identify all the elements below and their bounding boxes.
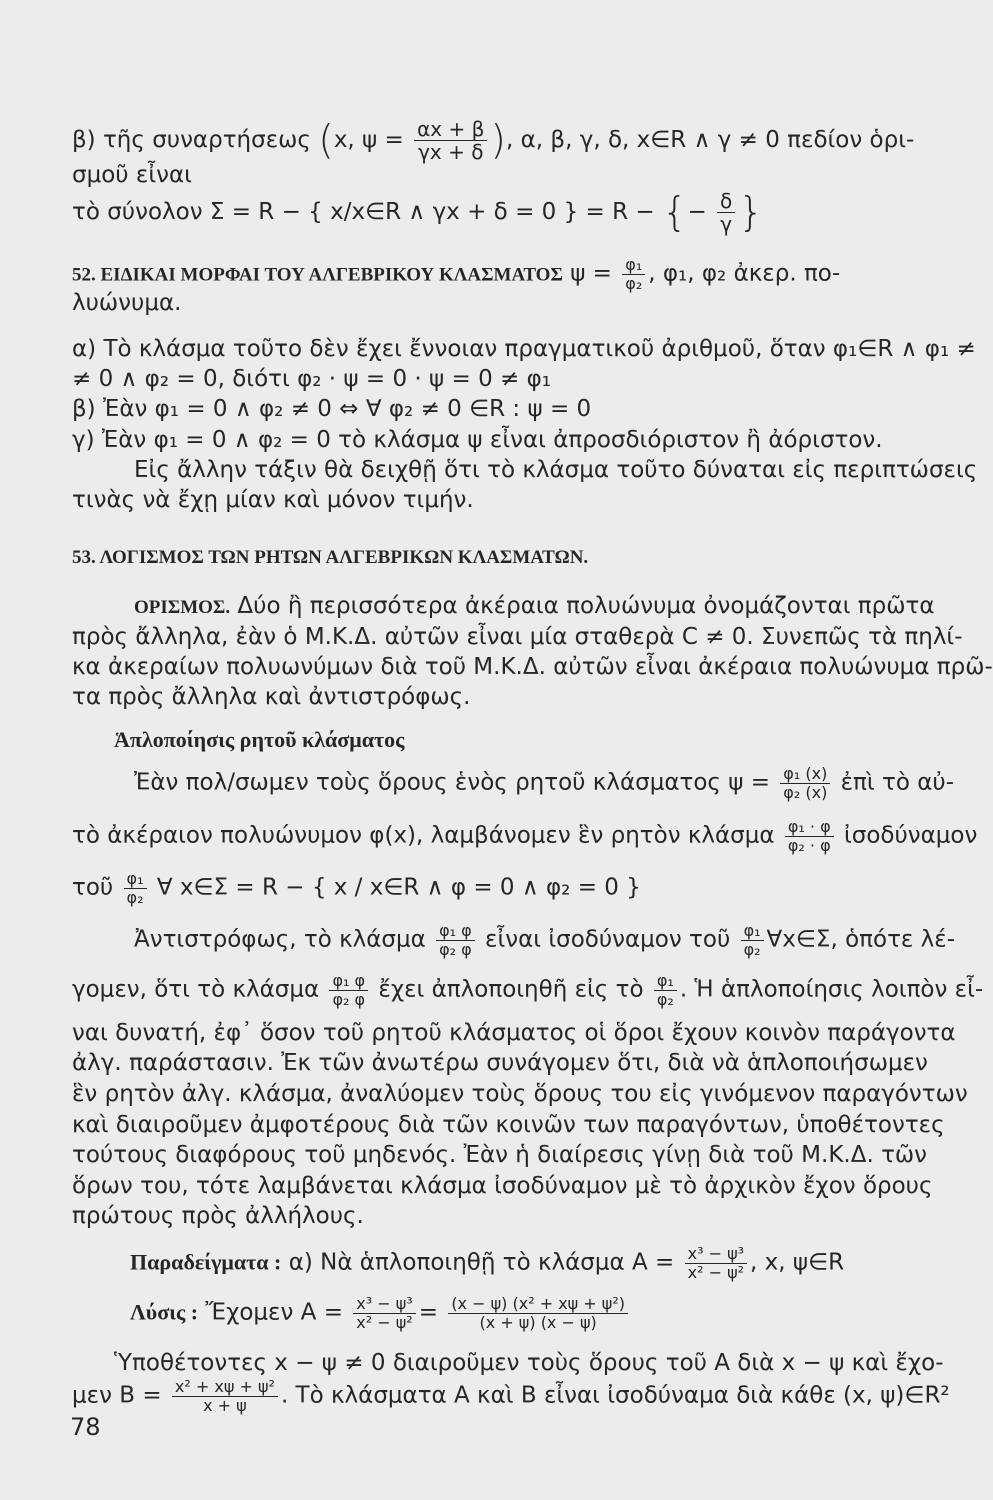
right-paren: ) — [490, 117, 506, 164]
text-line-2: σμοῦ εἶναι — [72, 162, 192, 188]
set-definition: τὸ σύνολον Σ = R − { x/x∈R ∧ γx + δ = 0 } = R − — [72, 199, 655, 225]
text-line-24: ἀλγ. παράστασιν. Ἐκ τῶν ἀνωτέρω συνάγομεν ὅτι, διὰ νὰ ἁπλοποιήσωμεν — [72, 1050, 928, 1076]
fraction-denominator: φ₂ φ — [439, 939, 472, 959]
text-line-13 — [134, 591, 935, 623]
fraction-numerator: φ₁ — [124, 870, 147, 889]
fraction-numerator: φ₁ φ — [329, 972, 368, 991]
psi-eq: ψ = — [570, 260, 612, 287]
fraction-function — [414, 118, 487, 163]
text-line-9: γ) Ἐὰν φ₁ = 0 ∧ φ₂ = 0 τὸ κλάσμα ψ εἶναι ἀπροσδιόριστον ἢ ἀόριστον. — [72, 427, 883, 453]
fraction-numerator: φ₁ φ — [436, 922, 475, 941]
text-line-14: πρὸς ἄλληλα, ἐὰν ὁ Μ.Κ.Δ. αὐτῶν εἶναι μία σταθερὰ C ≠ 0. Συνεπῶς τὰ πηλί- — [72, 624, 963, 650]
section-52-heading — [72, 256, 930, 292]
fraction-phi — [741, 922, 764, 958]
text-line-26: καὶ διαιροῦμεν ἀμφοτέρους διὰ τῶν κοινῶν των παραγόντων, ὑποθέτοντες — [72, 1112, 945, 1138]
text-line-27: τούτους διαφόρους τοῦ μηδενός. Ἐὰν ἡ διαίρεσις γίνῃ διὰ τοῦ Μ.Κ.Δ. τῶν — [72, 1142, 928, 1168]
text-line-7: ≠ 0 ∧ φ₂ = 0, διότι φ₂ · ψ = 0 · ψ = 0 ≠ φ₁ — [72, 366, 552, 392]
fraction-denominator: φ₂ — [656, 989, 674, 1009]
line-text: τὸ ἀκέραιον πολυώνυμον φ(x), λαμβάνομεν ἓν ρητὸν κλάσμα — [72, 822, 775, 849]
line-text-end: . Ἡ ἁπλοποίησις λοιπὸν εἶ- — [679, 976, 984, 1003]
fraction-numerator: φ₁ — [654, 972, 677, 991]
line-text-end: ἐπὶ τὸ αὐ- — [840, 769, 954, 796]
line-text: τοῦ — [72, 874, 114, 901]
definition-label: ΟΡΙΣΜΟΣ. — [134, 597, 231, 618]
text-line-29: πρώτους πρὸς ἀλλήλους. — [72, 1203, 364, 1229]
examples-label: Παραδείγματα : — [130, 1249, 282, 1275]
line-text: α) Νὰ ἁπλοποιηθῇ τὸ κλάσμα Α = — [288, 1249, 675, 1276]
text-line-3 — [72, 190, 930, 235]
line-text: Ἔχομεν Α = — [205, 1299, 343, 1326]
fraction-factored — [448, 1295, 628, 1331]
text-line-11: τινὰς νὰ ἔχῃ μίαν καὶ μόνον τιμήν. — [72, 487, 474, 513]
fraction-denominator: φ₂ φ — [332, 989, 366, 1009]
domain-text: , α, β, γ, δ, x∈R ∧ γ ≠ 0 πεδίον ὁρι- — [506, 127, 915, 153]
line-text: γομεν, ὅτι τὸ κλάσμα — [72, 976, 320, 1003]
fraction-denominator: x + ψ — [203, 1395, 247, 1415]
text-line-22 — [72, 971, 984, 1009]
text-line-20 — [72, 870, 930, 906]
line-text-mid: εἶναι ἰσοδύναμον τοῦ — [485, 926, 731, 953]
right-brace: } — [738, 189, 764, 236]
fraction-denominator: φ₂ (x) — [783, 782, 828, 802]
text-line-32: Ὑποθέτοντες x − ψ ≠ 0 διαιροῦμεν τοὺς ὅρους τοῦ Α διὰ x − ψ καὶ ἔχο- — [114, 1350, 944, 1376]
fraction-denominator: γx + δ — [418, 140, 484, 164]
section-title: 53. ΛΟΓΙΣΜΟΣ ΤΩΝ ΡΗΤΩΝ ΑΛΓΕΒΡΙΚΩΝ ΚΛΑΣΜΑΤΩΝ. — [72, 547, 589, 568]
line-text: μεν Β = — [72, 1382, 162, 1409]
fraction-numerator: δ — [717, 190, 735, 213]
fraction-phi — [124, 870, 147, 906]
text-line-25: ἓν ρητὸν ἀλγ. κλάσμα, ἀναλύομεν τοὺς ὅρους του εἰς γινόμενον παραγόντων — [72, 1081, 968, 1107]
text-line-28: ὅρων του, τότε λαμβάνεται κλάσμα ἰσοδύναμον μὲ τὸ ἀρχικὸν ἔχον ὅρους — [72, 1173, 933, 1199]
fraction-denominator: x² − ψ² — [687, 1262, 745, 1282]
function-intro: β) τῆς συναρτήσεως — [72, 127, 311, 153]
fraction-numerator: φ₁ — [622, 256, 645, 275]
line-text: Ἐὰν πολ/σωμεν τοὺς ὅρους ἑνὸς ρητοῦ κλάσματος ψ = — [134, 769, 770, 796]
fraction-numerator: φ₁ (x) — [780, 765, 830, 784]
section-title: 52. ΕΙΔΙΚΑΙ ΜΟΡΦΑΙ ΤΟΥ ΑΛΓΕΒΡΙΚΟΥ ΚΛΑΣΜΑΤΟΣ — [72, 264, 563, 286]
text-line-21 — [134, 921, 956, 959]
line-text-end: ∀ x∈Σ = R − { x / x∈R ∧ φ = 0 ∧ φ₂ = 0 } — [156, 874, 641, 901]
text-line-6: α) Τὸ κλάσμα τοῦτο δὲν ἔχει ἔννοιαν πραγματικοῦ ἀριθμοῦ, ὅταν φ₁∈R ∧ φ₁ ≠ — [72, 336, 976, 362]
line-text: Ἀντιστρόφως, τὸ κλάσμα — [134, 926, 426, 953]
poly-text: , φ₁, φ₂ ἀκερ. πο- — [648, 260, 841, 287]
fraction-delta-gamma — [717, 190, 735, 235]
fraction-denominator: φ₂ — [625, 273, 643, 293]
subsection-title: Ἁπλοποίησις ρητοῦ κλάσματος — [114, 727, 405, 752]
fraction-phi-product — [785, 818, 834, 854]
fraction-B — [172, 1378, 278, 1414]
text-line-10: Εἰς ἄλλην τάξιν θὰ δειχθῇ ὅτι τὸ κλάσμα τοῦτο δύναται εἰς περιπτώσεις — [134, 457, 978, 483]
fraction-denominator: φ₂ — [743, 939, 761, 959]
fraction-numerator: x³ − ψ³ — [685, 1245, 747, 1264]
fraction-numerator: φ₁ · φ — [785, 818, 834, 837]
fraction-A — [685, 1245, 747, 1281]
x-psi: x, ψ = — [333, 127, 404, 153]
fraction-denominator: φ₂ · φ — [787, 835, 831, 855]
text-line-5: λυώνυμα. — [72, 290, 182, 316]
section-53-heading — [72, 541, 930, 573]
fraction-numerator: x² + xψ + ψ² — [172, 1378, 278, 1397]
fraction-denominator: γ — [720, 212, 733, 236]
left-brace: { — [662, 189, 688, 236]
fraction-A — [353, 1295, 415, 1331]
fraction-numerator: (x − ψ) (x² + xψ + ψ²) — [448, 1295, 628, 1314]
fraction-denominator: φ₂ — [126, 887, 144, 907]
fraction-numerator: αx + β — [414, 118, 487, 141]
subsection-heading — [114, 725, 930, 755]
definition-text: Δύο ἢ περισσότερα ἀκέραια πολυώνυμα ὀνομάζονται πρῶτα — [237, 593, 935, 619]
solution-label: Λύσις : — [130, 1299, 199, 1325]
line-text-end: ∀x∈Σ, ὁπότε λέ- — [766, 926, 956, 953]
text-line-18 — [134, 764, 954, 802]
text-line-19 — [72, 817, 978, 855]
line-text-end: ἰσοδύναμον — [843, 822, 978, 849]
fraction-phi-phi — [329, 972, 368, 1008]
fraction-denominator: x² − ψ² — [356, 1312, 413, 1332]
line-text-end: , x, ψ∈R — [750, 1249, 845, 1276]
fraction-phi-phi — [436, 922, 475, 958]
solution-line — [130, 1295, 930, 1331]
text-line-33 — [72, 1377, 950, 1415]
equals-sign: = — [418, 1299, 438, 1326]
fraction-phi — [622, 256, 645, 292]
text-line-15: κα ἀκεραίων πολυωνύμων διὰ τοῦ Μ.Κ.Δ. αὐτῶν εἶναι ἀκέραια πολυώνυμα πρῶ- — [72, 654, 993, 680]
line-text-mid: ἔχει ἀπλοποιηθῆ εἰς τὸ — [378, 976, 644, 1003]
text-line-1 — [72, 118, 930, 163]
fraction-denominator: (x + ψ) (x − ψ) — [479, 1312, 597, 1332]
examples-line — [130, 1245, 930, 1281]
text-line-23: ναι δυνατή, ἐφ᾽ ὅσον τοῦ ρητοῦ κλάσματος οἱ ὅροι ἔχουν κοινὸν παράγοντα — [72, 1020, 956, 1046]
minus-sign: − — [687, 199, 707, 225]
text-line-8: β) Ἐὰν φ₁ = 0 ∧ φ₂ ≠ 0 ⇔ ∀ φ₂ ≠ 0 ∈R : ψ = 0 — [72, 396, 592, 422]
line-text-end: . Τὸ κλάσματα Α καὶ Β εἶναι ἰσοδύναμα διὰ κάθε (x, ψ)∈R² — [280, 1382, 950, 1409]
text-line-16: τα πρὸς ἄλληλα καὶ ἀντιστρόφως. — [72, 684, 471, 710]
fraction-phi-x — [780, 765, 830, 801]
page-number: 78 — [70, 1413, 101, 1441]
fraction-numerator: x³ − ψ³ — [353, 1295, 415, 1314]
fraction-phi — [654, 972, 677, 1008]
left-paren: ( — [318, 117, 334, 164]
fraction-numerator: φ₁ — [741, 922, 764, 941]
